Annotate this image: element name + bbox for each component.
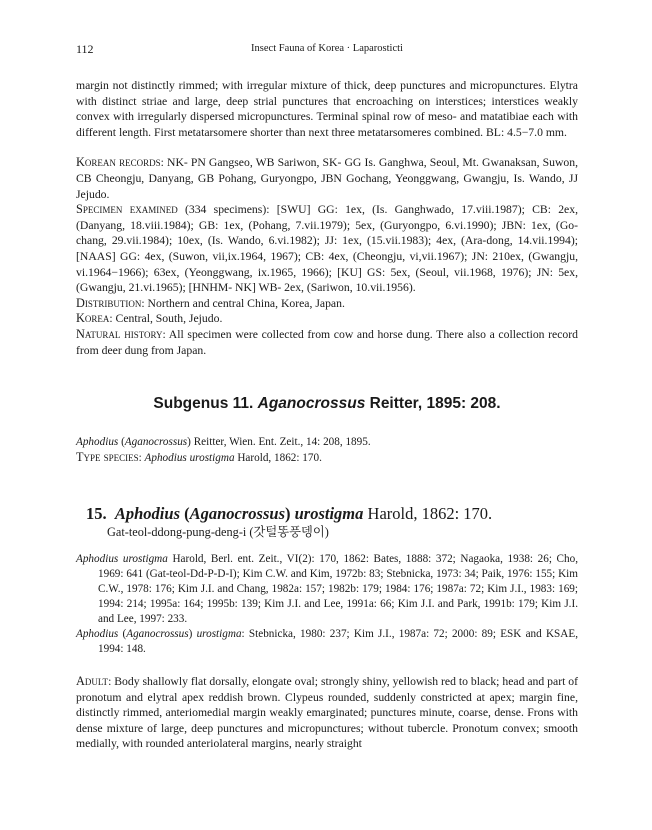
species-heading: [86, 503, 578, 524]
subgenus-name: Aganocrossus: [257, 395, 366, 413]
type-species-sep: :: [138, 452, 145, 465]
citation-rest: ) Reitter, Wien. Ent. Zeit., 14: 208, 1895.: [187, 436, 371, 449]
synonymy-entry-1: [76, 552, 578, 627]
type-species-author: Harold, 1862: 170.: [234, 452, 322, 465]
synonymy-2-text: : Stebnicka, 1980: 237; Kim J.I., 1987a: 72; 2000: 89; ESK and KSAE, 1994: 148.: [98, 628, 578, 656]
natural-history-label: Natural history: [76, 326, 163, 341]
intro-paragraph: margin not distinctly rimmed; with irregular mixture of thick, deep punctures and micropunctures. Elytra with distinct striae and large, deep strial punctures that encroaching on interstices; interstices weakly convex with irregularly dispersed micropunctures. Terminal spinal row of meso- and matatibiae each with different length. First metatarsomere shorter than next three metatarsomeres combined. BL: 4.5−7.0 mm.: [76, 79, 578, 139]
korea-label: Korea: [76, 311, 110, 326]
korea-text: : Central, South, Jejudo.: [109, 312, 223, 326]
vernacular-name: Gat-teol-ddong-pung-deng-i (갓털똥풍뎅이): [107, 525, 329, 540]
synonymy-entry-2: [76, 627, 578, 657]
korean-records: [76, 155, 578, 202]
subgenus-prefix: Subgenus 11.: [153, 395, 258, 413]
korea-distribution: [76, 311, 578, 327]
running-title: Insect Fauna of Korea · Laparosticti: [251, 43, 403, 54]
subgenus-citation: [76, 435, 578, 450]
species-subgenus: Aganocrossus: [189, 504, 285, 524]
species-number: 15.: [86, 504, 107, 524]
citation-subgenus: Aganocrossus: [124, 436, 188, 449]
citation-genus: Aphodius: [76, 436, 119, 449]
distribution: [76, 296, 578, 312]
species-genus: Aphodius: [114, 504, 180, 524]
synonymy-2-open: (: [118, 628, 127, 641]
adult-label: Adult: [76, 674, 109, 689]
synonymy-2-genus: Aphodius: [76, 628, 119, 641]
type-species: [76, 450, 578, 466]
species-close: ): [285, 504, 295, 524]
species-author: Harold, 1862: 170.: [363, 504, 493, 524]
specimen-examined: [76, 202, 578, 296]
species-open: (: [180, 504, 190, 524]
distribution-text: : Northern and central China, Korea, Japan.: [141, 296, 345, 310]
synonymy-2-subgenus: Aganocrossus: [126, 628, 189, 641]
subgenus-heading: [76, 394, 578, 414]
synonymy-1-text: Harold, Berl. ent. Zeit., VI(2): 170, 1862: Bates, 1888: 372; Nagaoka, 1938: 26; Cho, 1969: 641 (Gat-teol-Dd-P-D-I); Kim C.W. and Kim, 1972b: 83; Stebnicka, 1973: 34; Paik, 1976: 155; Kim C.W., 1978: 176; Kim J.I. and Chang, 1982a: 157; 1982b: 179; 1984: 176; 1987a: 72; Kim J.I., 1983: 169; 1994: 214; 1995a: 164; 1995b: 139; Kim J.I. and Lee, 1991a: 66; Kim J.I. and Park, 1991b: 179; Kim J.I. and Lee, 1997: 233.: [98, 553, 578, 626]
distribution-label: Distribution: [76, 295, 142, 310]
synonymy-2-close: ): [188, 628, 197, 641]
korean-records-text: : NK- PN Gangseo, WB Sariwon, SK- GG Is. Ganghwa, Seoul, Mt. Gwanaksan, Suwon, CB Cheongju, Danyang, GB Pohang, Guryongpo, JBN Gochang, Yeonggwang, Gwangju, Is. Wando, JJ Jejudo.: [76, 156, 579, 201]
adult-text: : Body shallowly flat dorsally, elongate oval; strongly shiny, yellowish red to black; head and part of pronotum and elytral apex reddish brown. Clypeus rounded, suddenly constricted at apex; margin fine, distinctly rimmed, anteriomedial margin weakly emarginated; punctures minute, coarse, dense. Frons with dense mixture of large, deep punctures and micropunctures; without tubercle. Pronotum convex; smooth medially, with rounded anteriolateral margins, nearly straight: [76, 675, 578, 751]
running-header: [76, 42, 578, 58]
natural-history: [76, 327, 578, 358]
specimen-examined-text: (334 specimens): [SWU] GG: 1ex, (Is. Ganghwado, 17.viii.1987); CB: 2ex, (Danyang, 18.viii.1984); GB: 1ex, (Pohang, 7.vii.1979); 5ex, (Guryongpo, 6.vi.1990); JBN: 1ex, (Go-chang, 29.vii.1984); 10ex, (Is. Wando, 6.vi.1982); JJ: 1ex, (15.vii.1983); 4ex, (Ara-dong, 14.vii.1994); [NAAS] GG: 4ex, (Suwon, vii,ix.1964, 1967); CB: 4ex, (Cheongju, vi,vii.1967); JN: 210ex, (Gwangju, vi.1964−1966); 63ex, (Yeonggwang, ix.1965, 1966); [KU] GS: 5ex, (Seoul, vii.1968, 1976); JN: 5ex, (Gwangju, 21.vi.1965); [HNHM- NK] WB- 2ex, (Sariwon, 10.vii.1956).: [76, 203, 578, 295]
synonymy-2-epithet: urostigma: [196, 628, 242, 641]
type-species-label: Type species: [76, 450, 139, 465]
adult-description: [76, 674, 578, 752]
page-number: 112: [76, 42, 94, 56]
natural-history-text: : All specimen were collected from cow and horse dung. There also a collection record from deer dung from Japan.: [76, 327, 579, 357]
page-body: [76, 78, 578, 752]
type-species-name: Aphodius urostigma: [144, 452, 235, 465]
korean-records-label: Korean records: [76, 155, 161, 170]
specimen-examined-label: Specimen examined: [76, 202, 178, 217]
citation-open: (: [118, 436, 125, 449]
synonymy-1-name: Aphodius urostigma: [76, 553, 168, 566]
species-epithet: urostigma: [294, 504, 364, 524]
subgenus-author: Reitter, 1895: 208.: [365, 395, 501, 413]
